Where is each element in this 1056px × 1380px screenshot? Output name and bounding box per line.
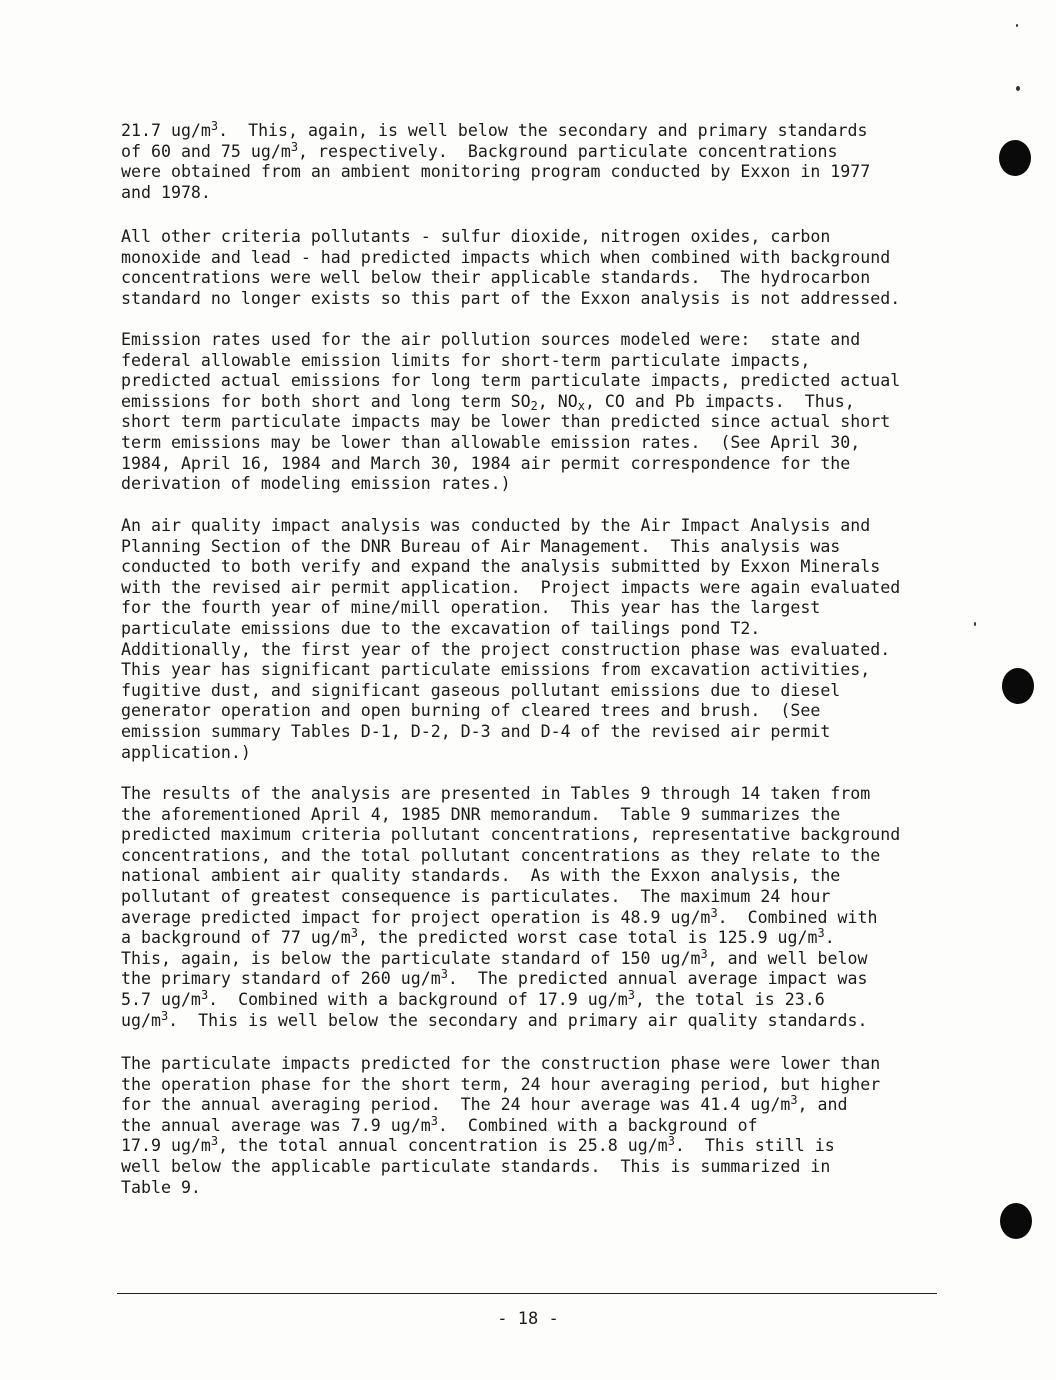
text-line: and 1978. (121, 182, 211, 202)
paragraph-3 (121, 330, 933, 495)
text-line: fugitive dust, and significant gaseous pollutant emissions due to diesel (121, 680, 841, 700)
text-line: federal allowable emission limits for short-term particulate impacts, (121, 350, 811, 370)
text-line: national ambient air quality standards. As with the Exxon analysis, the (121, 866, 841, 886)
paragraph-4 (121, 516, 933, 763)
punch-hole-icon (1002, 668, 1034, 704)
text-line: The results of the analysis are presented in Tables 9 through 14 taken from (121, 784, 871, 803)
paragraph-5 (121, 784, 933, 1031)
text-line: the primary standard of 260 $ug/m^3$. The predicted annual average impact was (121, 967, 868, 989)
text-line: An air quality impact analysis was conducted by the Air Impact Analysis and (121, 516, 871, 535)
text-line: monoxide and lead - had predicted impacts which when combined with background (121, 247, 891, 267)
text-line: This, again, is below the particulate standard of 150 $ug/m^3$, and well below (121, 946, 868, 968)
speck-mark (974, 622, 976, 626)
text-line: the annual average was 7.9 $ug/m^3$. Combined with a background of (121, 1113, 758, 1135)
text-line: particulate emissions due to the excavation of tailings pond T2. (121, 618, 761, 638)
text-line: Additionally, the first year of the project construction phase was evaluated. (121, 639, 891, 659)
text-line: $ug/m^3$. This is well below the secondary and primary air quality standards. (121, 1008, 868, 1030)
text-line: predicted actual emissions for long term particulate impacts, predicted actual (121, 371, 901, 391)
text-line: Table 9. (121, 1177, 201, 1197)
speck-mark (1016, 24, 1018, 27)
text-line: standard no longer exists so this part of the Exxon analysis is not addressed. (121, 288, 901, 308)
text-line: term emissions may be lower than allowable emission rates. (See April 30, (121, 432, 861, 452)
text-line: pollutant of greatest consequence is particulates. The maximum 24 hour (121, 886, 831, 906)
speck-mark (1016, 86, 1020, 91)
text-line: concentrations were well below their applicable standards. The hydrocarbon (121, 268, 871, 288)
text-line: generator operation and open burning of cleared trees and brush. (See (121, 701, 821, 721)
paragraph-2 (121, 227, 933, 309)
text-line: emissions for both short and long term $SO_2$, $NO_x$, CO and Pb impacts. Thus, (121, 391, 855, 413)
text-line: All other criteria pollutants - sulfur dioxide, nitrogen oxides, carbon (121, 227, 831, 246)
text-line: application.) (121, 742, 251, 762)
footer-rule (117, 1293, 937, 1294)
text-line: well below the applicable particulate standards. This is summarized in (121, 1156, 831, 1176)
paragraph-6 (121, 1054, 933, 1198)
text-line: for the fourth year of mine/mill operation. This year has the largest (121, 598, 821, 618)
text-line: with the revised air permit application. Project impacts were again evaluated (121, 577, 901, 597)
text-line: short term particulate impacts may be lower than predicted since actual short (121, 412, 891, 432)
page-number: - 18 - (497, 1309, 559, 1329)
text-line: Emission rates used for the air pollution sources modeled were: state and (121, 330, 861, 349)
text-line: average predicted impact for project operation is 48.9 $ug/m^3$. Combined with (121, 905, 878, 927)
punch-hole-icon (999, 140, 1031, 176)
text-line: were obtained from an ambient monitoring program conducted by Exxon in 1977 (121, 162, 871, 182)
text-line: derivation of modeling emission rates.) (121, 474, 511, 494)
text-line: 21.7 $ug/m^3$. This, again, is well below the secondary and primary standards (121, 119, 868, 140)
text-line: conducted to both verify and expand the analysis submitted by Exxon Minerals (121, 557, 881, 577)
text-line: Planning Section of the DNR Bureau of Air Management. This analysis was (121, 536, 841, 556)
text-line: concentrations, and the total pollutant concentrations as they relate to the (121, 845, 881, 865)
text-line: the aforementioned April 4, 1985 DNR memorandum. Table 9 summarizes the (121, 804, 841, 824)
text-line: a background of 77 $ug/m^3$, the predicted worst case total is 125.9 $ug/m^3$. (121, 926, 835, 948)
text-line: 1984, April 16, 1984 and March 30, 1984 air permit correspondence for the (121, 453, 851, 473)
text-line: the operation phase for the short term, 24 hour averaging period, but higher (121, 1074, 881, 1094)
text-line: 17.9 $ug/m^3$, the total annual concentration is 25.8 $ug/m^3$. This still is (121, 1134, 835, 1156)
text-line: This year has significant particulate emissions from excavation activities, (121, 660, 871, 680)
text-line: The particulate impacts predicted for the construction phase were lower than (121, 1054, 881, 1073)
punch-hole-icon (1000, 1203, 1032, 1239)
text-line: for the annual averaging period. The 24 hour average was 41.4 $ug/m^3$, and (121, 1093, 848, 1115)
text-line: emission summary Tables D-1, D-2, D-3 and D-4 of the revised air permit (121, 721, 831, 741)
text-line: of 60 and 75 $ug/m^3$, respectively. Background particulate concentrations (121, 139, 838, 161)
text-line: predicted maximum criteria pollutant concentrations, representative background (121, 825, 901, 845)
text-line: 5.7 $ug/m^3$. Combined with a background of 17.9 $ug/m^3$, the total is 23.6 (121, 987, 825, 1009)
paragraph-1 (121, 121, 933, 203)
